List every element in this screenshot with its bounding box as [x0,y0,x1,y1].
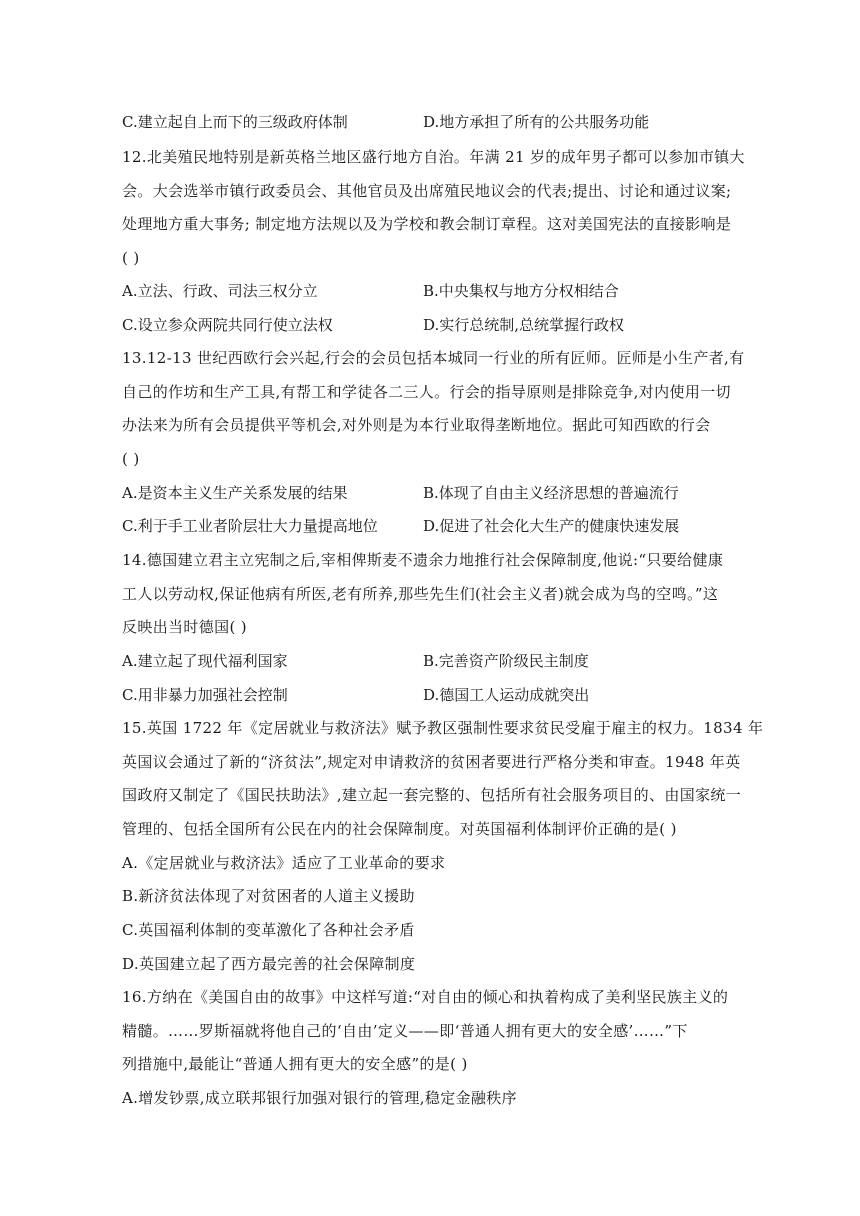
q14-option-d: D.德国工人运动成就突出 [423,686,590,704]
q14-option-c: C.用非暴力加强社会控制 [122,686,288,704]
q15-option-b: B.新济贫法体现了对贫困者的人道主义援助 [122,887,415,905]
q15-stem-line-4: 管理的、包括全国所有公民在内的社会保障制度。对英国福利体制评价正确的是( ) [122,820,677,838]
q16-stem-line-3: 列措施中,最能让“普通人拥有更大的安全感”的是( ) [122,1055,468,1073]
q13-option-d: D.促进了社会化大生产的健康快速发展 [423,517,680,535]
q13-stem-line-4: ( ) [122,450,140,468]
q12-option-a: A.立法、行政、司法三权分立 [122,282,318,300]
q12-option-b: B.中央集权与地方分权相结合 [423,282,619,300]
q12-option-c: C.设立参众两院共同行使立法权 [122,316,333,334]
q14-stem-line-1: 14.德国建立君主立宪制之后,宰相俾斯麦不遗余力地推行社会保障制度,他说:“只要给健康 [122,551,724,569]
q14-option-a: A.建立起了现代福利国家 [122,652,288,670]
q11-option-c: C.建立起自上而下的三级政府体制 [122,113,348,131]
q12-stem-line-3: 处理地方重大事务; 制定地方法规以及为学校和教会制订章程。这对美国宪法的直接影响是 [122,215,732,233]
q14-option-b: B.完善资产阶级民主制度 [423,652,589,670]
q13-option-a: A.是资本主义生产关系发展的结果 [122,484,348,502]
q12-stem-line-1: 12.北美殖民地特别是新英格兰地区盛行地方自治。年满 21 岁的成年男子都可以参加市镇大 [122,148,745,166]
q16-option-a: A.增发钞票,成立联邦银行加强对银行的管理,稳定金融秩序 [122,1089,517,1107]
q12-stem-line-2: 会。大会选举市镇行政委员会、其他官员及出席殖民地议会的代表;提出、讨论和通过议案; [122,182,732,200]
q14-stem-line-3: 反映出当时德国( ) [122,618,247,636]
q16-stem-line-1: 16.方纳在《美国自由的故事》中这样写道:“对自由的倾心和执着构成了美利坚民族主义的 [122,988,729,1006]
q15-stem-line-2: 英国议会通过了新的“济贫法”,规定对申请救济的贫困者要进行严格分类和审查。1948 年英 [122,753,741,771]
q12-option-d: D.实行总统制,总统掌握行政权 [423,316,625,334]
q15-option-d: D.英国建立起了西方最完善的社会保障制度 [122,955,416,973]
q13-stem-line-1: 13.12-13 世纪西欧行会兴起,行会的会员包括本城同一行业的所有匠师。匠师是小生产者,有 [122,349,745,367]
q13-option-b: B.体现了自由主义经济思想的普遍流行 [423,484,679,502]
q15-option-a: A.《定居就业与救济法》适应了工业革命的要求 [122,854,446,872]
q14-stem-line-2: 工人以劳动权,保证他病有所医,老有所养,那些先生们(社会主义者)就会成为鸟的空鸣。”这 [122,585,719,603]
q12-stem-line-4: ( ) [122,249,140,267]
q15-stem-line-3: 国政府又制定了《国民扶助法》,建立起一套完整的、包括所有社会服务项目的、由国家统一 [122,786,742,804]
q13-stem-line-2: 自己的作坊和生产工具,有帮工和学徒各二三人。行会的指导原则是排除竞争,对内使用一切 [122,383,731,401]
q11-option-d: D.地方承担了所有的公共服务功能 [423,113,650,131]
q13-stem-line-3: 办法来为所有会员提供平等机会,对外则是为本行业取得垄断地位。据此可知西欧的行会 [122,416,711,434]
q15-stem-line-1: 15.英国 1722 年《定居就业与救济法》赋予教区强制性要求贫民受雇于雇主的权力。1834 年 [122,719,764,737]
q16-stem-line-2: 精髓。……罗斯福就将他自己的‘自由’定义——即‘普通人拥有更大的安全感’……”下 [122,1022,688,1040]
q13-option-c: C.利于手工业者阶层壮大力量提高地位 [122,517,378,535]
q15-option-c: C.英国福利体制的变革激化了各种社会矛盾 [122,921,415,939]
